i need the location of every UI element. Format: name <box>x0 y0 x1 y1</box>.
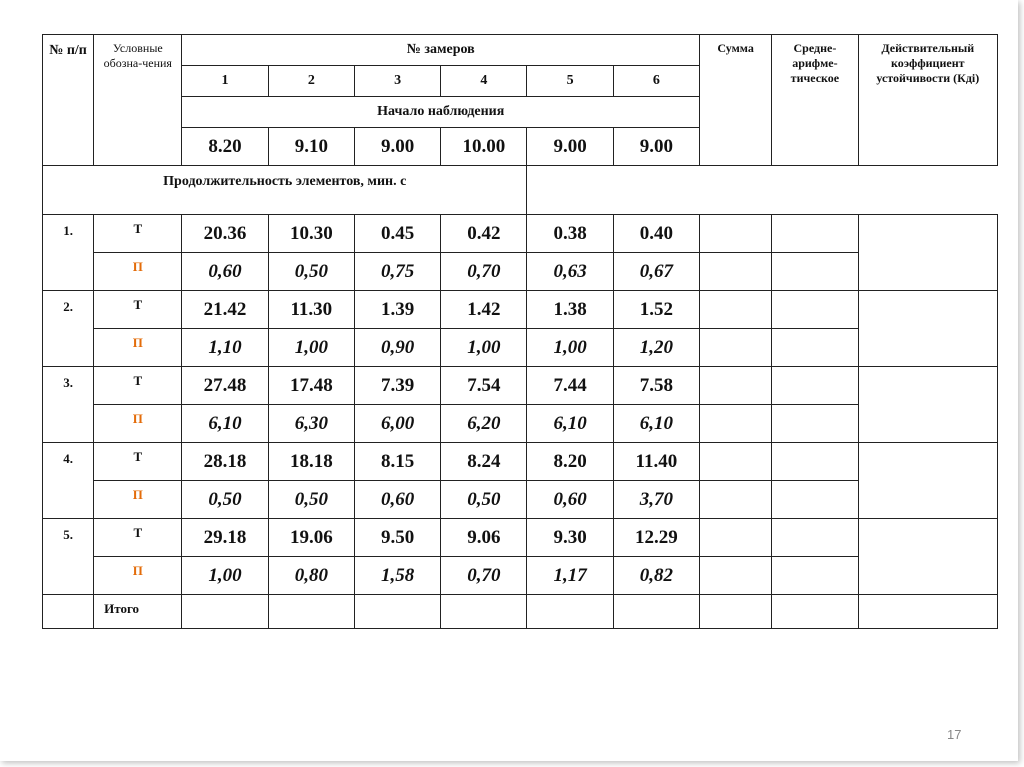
value-cell-t: 0.42 <box>441 215 527 253</box>
value-cell-t: 12.29 <box>613 519 699 557</box>
value-cell-p: 1,00 <box>268 329 354 367</box>
coef-cell <box>858 367 997 443</box>
value-cell-p: 0,60 <box>354 481 440 519</box>
row-number: 5. <box>43 519 94 595</box>
value-cell-t: 1.42 <box>441 291 527 329</box>
total-cell <box>354 595 440 629</box>
measure-number-cell: 2 <box>268 66 354 97</box>
coef-cell <box>858 519 997 595</box>
value-cell-p: 0,63 <box>527 253 613 291</box>
avg-cell <box>772 481 858 519</box>
symbol-p: П <box>94 557 182 595</box>
start-time-cell: 9.00 <box>354 128 440 166</box>
symbol-p: П <box>94 253 182 291</box>
symbol-p: П <box>94 405 182 443</box>
page-number: 17 <box>947 727 962 742</box>
avg-cell <box>772 253 858 291</box>
value-cell-p: 0,50 <box>441 481 527 519</box>
coef-cell <box>858 443 997 519</box>
header-symbols: Условные обозна-чения <box>94 35 182 166</box>
timing-table <box>42 34 998 629</box>
value-cell-p: 0,50 <box>182 481 268 519</box>
table-row <box>43 291 998 329</box>
sum-cell <box>700 481 772 519</box>
value-cell-p: 6,00 <box>354 405 440 443</box>
avg-cell <box>772 557 858 595</box>
table-row <box>43 519 998 557</box>
value-cell-t: 9.30 <box>527 519 613 557</box>
value-cell-p: 0,50 <box>268 253 354 291</box>
table-row <box>43 481 998 519</box>
value-cell-t: 9.06 <box>441 519 527 557</box>
symbol-t: Т <box>94 291 182 329</box>
symbol-t: Т <box>94 367 182 405</box>
value-cell-t: 0.38 <box>527 215 613 253</box>
sum-cell <box>700 557 772 595</box>
table-row <box>43 215 998 253</box>
start-label: Начало наблюдения <box>182 97 700 128</box>
start-time-cell: 8.20 <box>182 128 268 166</box>
value-cell-p: 1,00 <box>182 557 268 595</box>
value-cell-t: 1.39 <box>354 291 440 329</box>
row-number: 1. <box>43 215 94 291</box>
value-cell-p: 0,70 <box>441 557 527 595</box>
header-measurements: № замеров <box>182 35 700 66</box>
total-cell <box>268 595 354 629</box>
value-cell-t: 7.44 <box>527 367 613 405</box>
value-cell-t: 27.48 <box>182 367 268 405</box>
value-cell-t: 20.36 <box>182 215 268 253</box>
value-cell-p: 0,67 <box>613 253 699 291</box>
total-coef-cell <box>858 595 997 629</box>
value-cell-t: 0.45 <box>354 215 440 253</box>
value-cell-t: 28.18 <box>182 443 268 481</box>
value-cell-p: 0,82 <box>613 557 699 595</box>
start-time-cell: 9.00 <box>613 128 699 166</box>
header-coefficient: Действительный коэффициент устойчивости (Кдi) <box>858 35 997 166</box>
sum-cell <box>700 253 772 291</box>
total-num-cell <box>43 595 94 629</box>
value-cell-p: 1,10 <box>182 329 268 367</box>
value-cell-t: 19.06 <box>268 519 354 557</box>
coef-cell <box>858 215 997 291</box>
avg-cell <box>772 367 858 405</box>
value-cell-p: 1,00 <box>527 329 613 367</box>
symbol-p: П <box>94 481 182 519</box>
table-body <box>43 215 998 595</box>
symbol-t: Т <box>94 443 182 481</box>
value-cell-t: 1.52 <box>613 291 699 329</box>
value-cell-t: 21.42 <box>182 291 268 329</box>
table-row <box>43 405 998 443</box>
value-cell-p: 0,60 <box>182 253 268 291</box>
measure-number-cell: 6 <box>613 66 699 97</box>
start-time-cell: 10.00 <box>441 128 527 166</box>
sum-cell <box>700 367 772 405</box>
row-number: 3. <box>43 367 94 443</box>
value-cell-p: 0,60 <box>527 481 613 519</box>
header-sum: Сумма <box>700 35 772 166</box>
symbol-t: Т <box>94 519 182 557</box>
value-cell-t: 7.54 <box>441 367 527 405</box>
sum-cell <box>700 443 772 481</box>
header-num: № п/п <box>43 35 94 166</box>
symbol-p: П <box>94 329 182 367</box>
value-cell-p: 0,80 <box>268 557 354 595</box>
value-cell-p: 1,00 <box>441 329 527 367</box>
value-cell-p: 3,70 <box>613 481 699 519</box>
avg-cell <box>772 519 858 557</box>
value-cell-p: 1,58 <box>354 557 440 595</box>
sum-cell <box>700 291 772 329</box>
header-average: Средне-арифме-тическое <box>772 35 858 166</box>
value-cell-t: 7.58 <box>613 367 699 405</box>
total-cell <box>527 595 613 629</box>
total-cell <box>182 595 268 629</box>
avg-cell <box>772 405 858 443</box>
value-cell-t: 10.30 <box>268 215 354 253</box>
symbol-t: Т <box>94 215 182 253</box>
value-cell-p: 0,50 <box>268 481 354 519</box>
value-cell-t: 0.40 <box>613 215 699 253</box>
value-cell-p: 6,30 <box>268 405 354 443</box>
value-cell-p: 0,90 <box>354 329 440 367</box>
total-cell <box>613 595 699 629</box>
measure-number-cell: 3 <box>354 66 440 97</box>
value-cell-t: 8.20 <box>527 443 613 481</box>
table-row <box>43 329 998 367</box>
row-number: 4. <box>43 443 94 519</box>
sum-cell <box>700 215 772 253</box>
value-cell-t: 11.40 <box>613 443 699 481</box>
value-cell-p: 6,10 <box>182 405 268 443</box>
value-cell-p: 0,75 <box>354 253 440 291</box>
avg-cell <box>772 329 858 367</box>
row-number: 2. <box>43 291 94 367</box>
value-cell-p: 6,10 <box>613 405 699 443</box>
value-cell-t: 18.18 <box>268 443 354 481</box>
value-cell-t: 17.48 <box>268 367 354 405</box>
total-label: Итого <box>94 595 182 629</box>
start-time-cell: 9.00 <box>527 128 613 166</box>
duration-label: Продолжительность элементов, мин. с <box>43 166 527 215</box>
sum-cell <box>700 405 772 443</box>
avg-cell <box>772 443 858 481</box>
table-row <box>43 443 998 481</box>
value-cell-t: 8.15 <box>354 443 440 481</box>
value-cell-p: 1,20 <box>613 329 699 367</box>
value-cell-p: 1,17 <box>527 557 613 595</box>
start-time-cell: 9.10 <box>268 128 354 166</box>
sum-cell <box>700 329 772 367</box>
total-avg-cell <box>772 595 858 629</box>
measure-number-cell: 4 <box>441 66 527 97</box>
table-row <box>43 367 998 405</box>
value-cell-t: 9.50 <box>354 519 440 557</box>
measure-number-cell: 5 <box>527 66 613 97</box>
value-cell-p: 0,70 <box>441 253 527 291</box>
coef-cell <box>858 291 997 367</box>
value-cell-t: 7.39 <box>354 367 440 405</box>
value-cell-p: 6,20 <box>441 405 527 443</box>
total-sum-cell <box>700 595 772 629</box>
avg-cell <box>772 215 858 253</box>
total-cell <box>441 595 527 629</box>
table-row <box>43 253 998 291</box>
value-cell-t: 29.18 <box>182 519 268 557</box>
measure-number-cell: 1 <box>182 66 268 97</box>
value-cell-t: 11.30 <box>268 291 354 329</box>
table-row <box>43 557 998 595</box>
avg-cell <box>772 291 858 329</box>
value-cell-t: 1.38 <box>527 291 613 329</box>
value-cell-t: 8.24 <box>441 443 527 481</box>
value-cell-p: 6,10 <box>527 405 613 443</box>
sum-cell <box>700 519 772 557</box>
